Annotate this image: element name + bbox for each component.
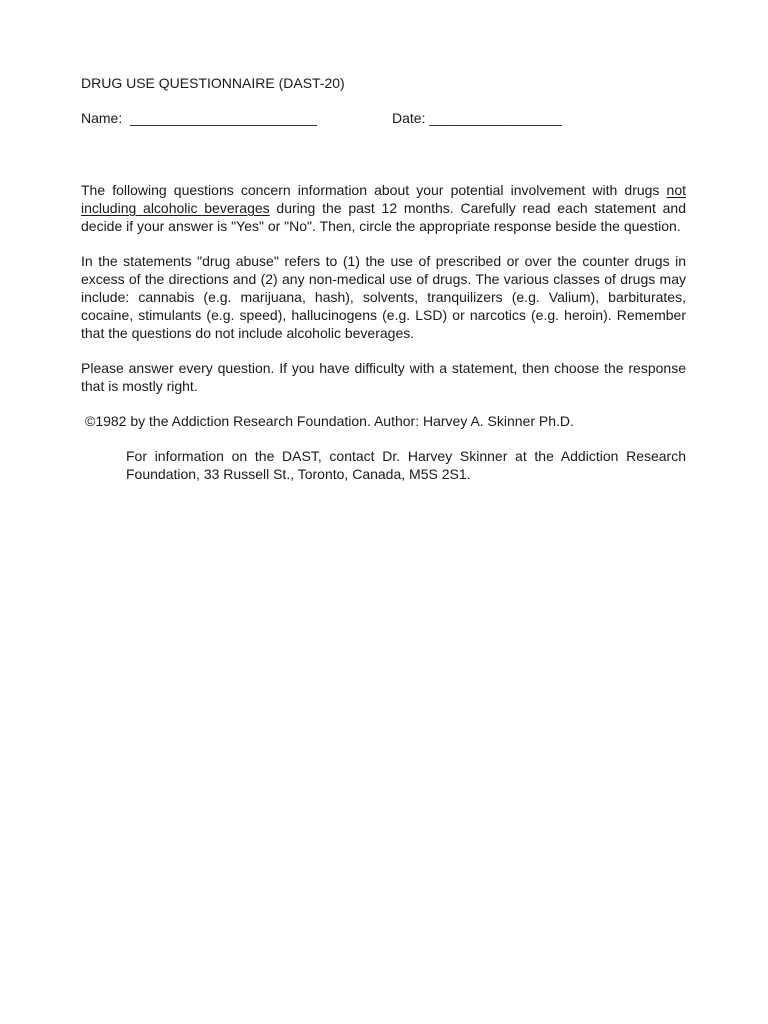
contact-information: For information on the DAST, contact Dr. Harvey Skinner at the Addiction Research Foundation, 33 Russell St., Toronto, Canada, M5S 2S1. — [126, 448, 686, 482]
date-field — [392, 109, 562, 127]
name-blank-line: ________________________ — [130, 110, 317, 126]
name-date-row — [81, 109, 686, 127]
document-title: DRUG USE QUESTIONNAIRE (DAST-20) — [81, 75, 345, 91]
definition-paragraph: In the statements "drug abuse" refers to (1) the use of prescribed or over the counter drugs in excess of the directions and (2) any non-medical use of drugs. The various classes of drugs may include: cannabis (e.g. marijuana, hash), solvents, tranquilizers (e.g. Valium), barbiturates, cocaine, stimulants (e.g. speed), hallucinogens (e.g. LSD) or narcotics (e.g. heroin). Remember that the questions do not include alcoholic beverages. — [81, 253, 686, 341]
name-label: Name: — [81, 110, 123, 126]
date-blank-line: _________________ — [429, 110, 562, 126]
instructions-text-start: The following questions concern information about your potential involvement with drugs — [81, 182, 667, 198]
document-body — [81, 74, 686, 483]
date-label: Date: — [392, 110, 426, 126]
underlined-exclusion-text: not including alcoholic beverages — [81, 182, 686, 216]
instructions-text-end: during the past 12 months. Carefully read each statement and decide if your answer is "Yes" or "No". Then, circle the appropriate response beside the question. — [81, 200, 686, 234]
instructions-paragraph — [81, 181, 686, 235]
answer-guidance-paragraph: Please answer every question. If you have difficulty with a statement, then choose the response that is mostly right. — [81, 360, 686, 394]
name-field — [81, 109, 317, 127]
copyright-notice: ©1982 by the Addiction Research Foundation. Author: Harvey A. Skinner Ph.D. — [85, 413, 574, 429]
